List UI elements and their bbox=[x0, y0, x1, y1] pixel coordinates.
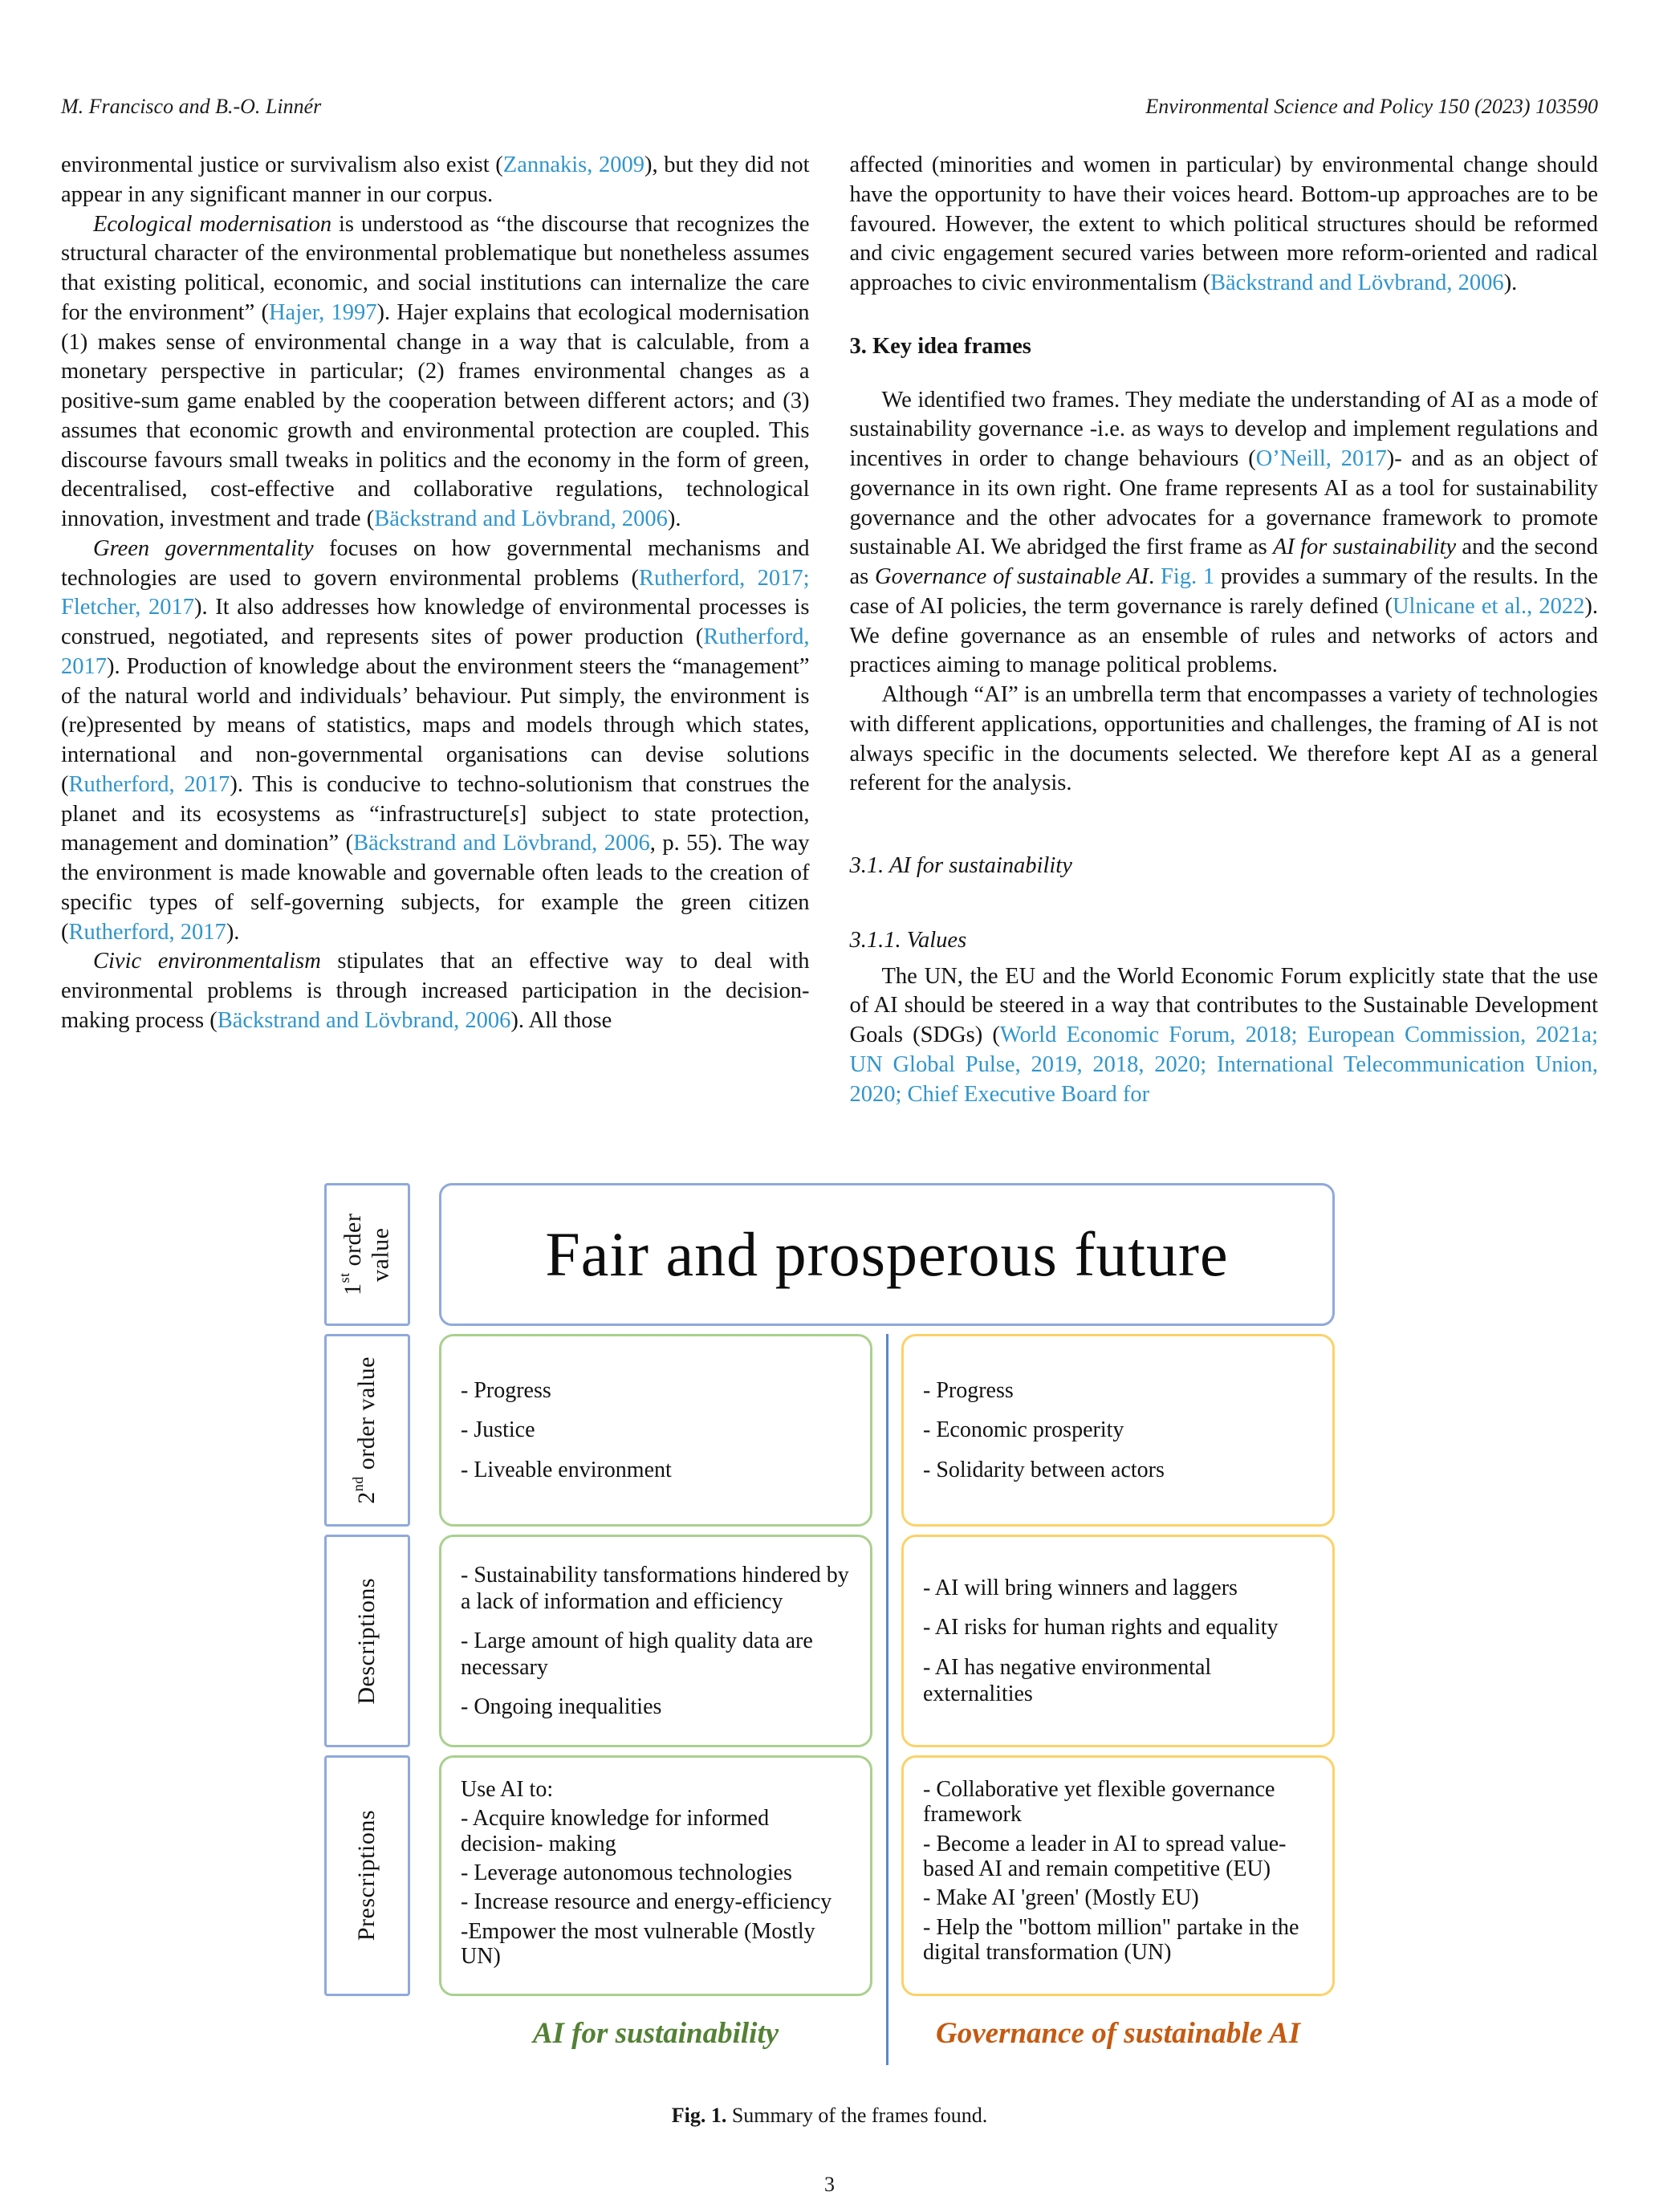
running-head bbox=[61, 0, 1598, 119]
row-label-first-order-value bbox=[324, 1183, 410, 1326]
figure-caption bbox=[0, 2104, 1659, 2128]
row-label-prescriptions bbox=[324, 1755, 410, 1996]
list-item: - Progress bbox=[461, 1378, 551, 1404]
citation-link[interactable]: Zannakis, 2009 bbox=[502, 152, 645, 177]
column-divider-line bbox=[886, 1334, 888, 2065]
paragraph: Civic environmentalism stipulates that an effective way to deal with environmental problems is through increased participation in the decision-making process (Bäckstrand and Lövbrand, 2006). All those bbox=[61, 949, 810, 1033]
governance-values-box bbox=[901, 1334, 1335, 1527]
list-item: - Progress bbox=[923, 1378, 1014, 1404]
citation-link[interactable]: Bäckstrand and Lövbrand, 2006 bbox=[374, 506, 668, 531]
list-item: - AI risks for human rights and equality bbox=[923, 1615, 1279, 1641]
list-item: - Collaborative yet flexible governance framework bbox=[923, 1777, 1275, 1828]
list-item: - AI has negative environmental externalities bbox=[923, 1654, 1212, 1706]
list-item: Use AI to: bbox=[461, 1777, 554, 1802]
figure-footer-spacer bbox=[324, 2004, 410, 2064]
list-item: - Become a leader in AI to spread value-based AI and remain competitive (EU) bbox=[923, 1831, 1287, 1882]
paragraph: Green governmentality focuses on how governmental mechanisms and technologies are used to govern environmental problems (Rutherford, 2017; Fletcher, 2017). It also addresses how knowledge of environmental processes is construed, negotiated, and represents sites of power production (Rutherford, 2017). Production of knowledge about the environment steers the “management” of the natural world and individuals’ behaviour. Put simply, the environment is (re)presented by means of statistics, maps and models through which states, international and non-governmental organisations can devise solutions (Rutherford, 2017). This is conducive to techno-solutionism that construes the planet and its ecosystems as “infrastructure[s] subject to state protection, management and domination” (Bäckstrand and Lövbrand, 2006, p. 55). The way the environment is made knowable and governable often leads to the creation of specific types of self-governing subjects, for example the green citizen (Rutherford, 2017). bbox=[61, 535, 810, 945]
section-heading-key-idea-frames: 3. Key idea frames bbox=[849, 333, 1031, 359]
citation-link[interactable]: O’Neill, 2017 bbox=[1255, 446, 1387, 471]
first-order-value-box: Fair and prosperous future bbox=[439, 1183, 1335, 1326]
list-item: - Increase resource and energy-efficiency bbox=[461, 1889, 832, 1915]
governance-prescriptions-box bbox=[901, 1755, 1335, 1996]
list-item: - Large amount of high quality data are necessary bbox=[461, 1628, 813, 1681]
list-item: - Acquire knowledge for informed decision- making bbox=[461, 1806, 770, 1856]
header-journal: Environmental Science and Policy 150 (2023) 103590 bbox=[1145, 95, 1598, 118]
citation-link[interactable]: Ulnicane et al., 2022 bbox=[1392, 593, 1585, 619]
paragraph: Although “AI” is an umbrella term that encompasses a variety of technologies with different applications, opportunities and challenges, the framing of AI is not always specific in the documents selected. We therefore kept AI as a general referent for the analysis. bbox=[849, 682, 1598, 796]
governance-of-sustainable-ai-frame-label: Governance of sustainable AI bbox=[936, 2017, 1300, 2051]
row-label-text: Descriptions bbox=[353, 1577, 380, 1705]
citation-link[interactable]: Rutherford, 2017 bbox=[68, 919, 226, 945]
list-item: - Make AI 'green' (Mostly EU) bbox=[923, 1885, 1199, 1911]
citation-link[interactable]: Fig. 1 bbox=[1160, 564, 1215, 589]
right-column bbox=[850, 151, 1599, 1109]
ai-for-sustainability-frame-label: AI for sustainability bbox=[532, 2017, 779, 2051]
citation-link[interactable]: Rutherford, 2017 bbox=[61, 624, 810, 679]
paragraph: The UN, the EU and the World Economic Forum explicitly state that the use of AI should be steered in a way that contributes to the Sustainable Development Goals (SDGs) (World Economic Forum, 2018; European Commission, 2021a; UN Global Pulse, 2019, 2018, 2020; International Telecommunication Union, 2020; Chief Executive Board for bbox=[849, 963, 1598, 1107]
list-item: - Help the "bottom million" partake in the digital transformation (UN) bbox=[923, 1914, 1299, 1966]
governance-descriptions-box bbox=[901, 1535, 1335, 1747]
row-label-second-order-value bbox=[324, 1334, 410, 1527]
ai-for-sustainability-prescriptions-box bbox=[439, 1755, 872, 1996]
list-item: - Ongoing inequalities bbox=[461, 1694, 662, 1720]
left-column bbox=[61, 151, 810, 1036]
list-item: - Liveable environment bbox=[461, 1457, 672, 1482]
page-number: 3 bbox=[824, 2173, 835, 2196]
citation-link[interactable]: Bäckstrand and Lövbrand, 2006 bbox=[353, 831, 650, 856]
row-label-descriptions bbox=[324, 1535, 410, 1747]
row-label-text: Prescriptions bbox=[353, 1810, 380, 1942]
paragraph: Ecological modernisation is understood as “the discourse that recognizes the structural character of the environmental problematique but nonetheless assumes that existing political, economic, and social institutions can internalize the care for the environment” (Hajer, 1997). Hajer explains that ecological modernisation (1) makes sense of environmental change in a way that is calculable, from a monetary perspective in particular; (2) frames environmental changes as a positive-sum game enabled by the cooperation between different actors; and (3) assumes that economic growth and environmental protection are coupled. This discourse favours small tweaks in politics and the economy in the form of green, decentralised, cost-effective and collaborative regulations, technological innovation, investment and trade (Bäckstrand and Lövbrand, 2006). bbox=[61, 211, 810, 531]
paragraph: environmental justice or survivalism also exist (Zannakis, 2009), but they did not appear in any significant manner in our corpus. bbox=[61, 152, 810, 207]
citation-link[interactable]: Bäckstrand and Lövbrand, 2006 bbox=[1210, 270, 1504, 295]
list-item: - Leverage autonomous technologies bbox=[461, 1860, 792, 1886]
list-item: -Empower the most vulnerable (Mostly UN) bbox=[461, 1918, 815, 1970]
ai-for-sustainability-values-box bbox=[439, 1334, 872, 1527]
paragraph: affected (minorities and women in particular) by environmental change should have the opportunity to have their voices heard. Bottom-up approaches are to be favoured. However, the extent to which political structures should be reformed and civic engagement secured varies between more reform-oriented and radical approaches to civic environmentalism (Bäckstrand and Lövbrand, 2006). bbox=[849, 152, 1598, 295]
row-label-text: 2nd order value bbox=[350, 1356, 380, 1504]
subsubsection-heading-values: 3.1.1. Values bbox=[849, 927, 967, 953]
paragraph: We identified two frames. They mediate the understanding of AI as a mode of sustainability governance -i.e. as ways to develop and implement regulations and incentives in order to change behaviours (O’Neill, 2017)- and as an object of governance in its own right. One frame represents AI as a tool for sustainability governance and the other advocates for a governance framework to promote sustainable AI. We abridged the first frame as AI for sustainability and the second as Governance of sustainable AI. Fig. 1 provides a summary of the results. In the case of AI policies, the term governance is rarely defined (Ulnicane et al., 2022). We define governance as an ensemble of rules and networks of actors and practices aiming to manage political problems. bbox=[849, 387, 1599, 678]
list-item: - AI will bring winners and laggers bbox=[923, 1576, 1238, 1601]
row-label-text: 1st order value bbox=[336, 1213, 394, 1296]
citation-link[interactable]: Hajer, 1997 bbox=[268, 299, 377, 325]
citation-link[interactable]: Rutherford, 2017; Fletcher, 2017 bbox=[61, 565, 810, 620]
list-item: - Justice bbox=[461, 1417, 535, 1443]
list-item: - Sustainability tansformations hindered by a lack of information and efficiency bbox=[461, 1562, 849, 1614]
figure-caption-text: Summary of the frames found. bbox=[731, 2104, 988, 2127]
list-item: - Economic prosperity bbox=[923, 1417, 1124, 1443]
body-columns bbox=[61, 151, 1598, 1138]
list-item: - Solidarity between actors bbox=[923, 1457, 1165, 1482]
ai-for-sustainability-descriptions-box bbox=[439, 1535, 872, 1747]
citation-link[interactable]: World Economic Forum, 2018; European Commission, 2021a; UN Global Pulse, 2019, 2018, 2020; International Telecommunication Union, 2020; Chief Executive Board for bbox=[849, 1023, 1598, 1107]
citation-link[interactable]: Bäckstrand and Lövbrand, 2006 bbox=[217, 1007, 511, 1033]
figure-caption-label: Fig. 1. bbox=[671, 2104, 727, 2127]
subsection-heading-ai-for-sustainability: 3.1. AI for sustainability bbox=[849, 853, 1072, 878]
citation-link[interactable]: Rutherford, 2017 bbox=[68, 771, 230, 797]
header-authors: M. Francisco and B.-O. Linnér bbox=[61, 95, 322, 118]
figure-1 bbox=[324, 1183, 1335, 2064]
